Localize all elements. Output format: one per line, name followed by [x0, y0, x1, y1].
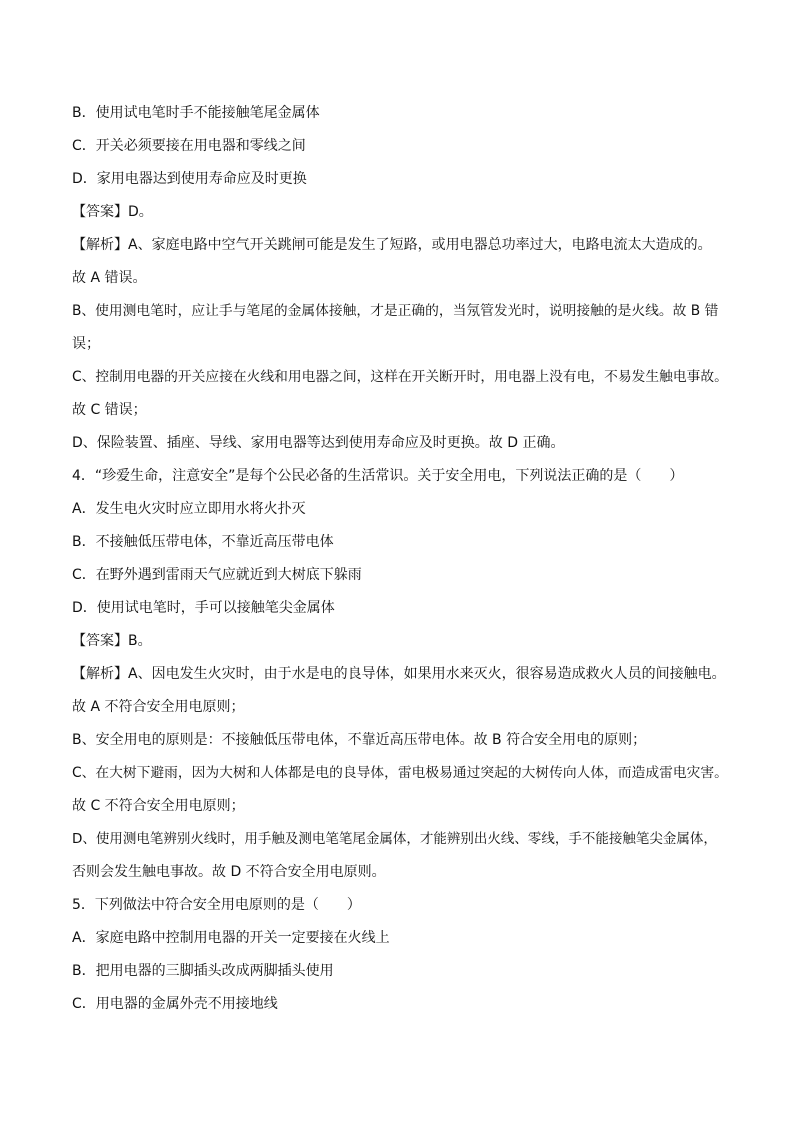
- q3-answer: 【答案】D。: [72, 204, 153, 220]
- q4-analysis-d-line2: 否则会发生触电事故。故 D 不符合安全用电原则。: [72, 864, 386, 880]
- q3-option-d: D．家用电器达到使用寿命应及时更换: [72, 171, 307, 187]
- q4-stem: 4．“珍爱生命，注意安全”是每个公民必备的生活常识。关于安全用电，下列说法正确的是（ ）: [72, 468, 684, 484]
- q3-option-b: B．使用试电笔时手不能接触笔尾金属体: [72, 105, 320, 121]
- q4-analysis-a-line2: 故 A 不符合安全用电原则；: [72, 699, 245, 715]
- q3-analysis-a-line1: 【解析】A、家庭电路中空气开关跳闸可能是发生了短路，或用电器总功率过大，电路电流太大造成的。: [72, 237, 712, 253]
- q4-option-c: C．在野外遇到雷雨天气应就近到大树底下躲雨: [72, 567, 362, 583]
- q5-option-c: C．用电器的金属外壳不用接地线: [72, 996, 278, 1012]
- q5-option-a: A．家庭电路中控制用电器的开关一定要接在火线上: [72, 930, 390, 946]
- q5-option-b: B．把用电器的三脚插头改成两脚插头使用: [72, 963, 334, 979]
- q4-analysis-a-line1: 【解析】A、因电发生火灾时，由于水是电的良导体，如果用水来灭火，很容易造成救火人员的间接触电。: [72, 666, 726, 682]
- q4-answer: 【答案】B。: [72, 633, 152, 649]
- q4-option-a: A．发生电火灾时应立即用水将火扑灭: [72, 501, 306, 517]
- q3-option-c: C．开关必须要接在用电器和零线之间: [72, 138, 306, 154]
- q3-analysis-b-line2: 误；: [72, 336, 100, 352]
- q3-analysis-a-line2: 故 A 错误。: [72, 270, 147, 286]
- q3-analysis-b-line1: B、使用测电笔时，应让手与笔尾的金属体接触，才是正确的，当氖管发光时，说明接触的是火线。故 B 错: [72, 303, 719, 319]
- q3-analysis-d: D、保险装置、插座、导线、家用电器等达到使用寿命应及时更换。故 D 正确。: [72, 435, 565, 451]
- q4-analysis-d-line1: D、使用测电笔辨别火线时，用手触及测电笔笔尾金属体，才能辨别出火线、零线，手不能接触笔尖金属体，: [72, 831, 717, 847]
- q4-analysis-c-line2: 故 C 不符合安全用电原则；: [72, 798, 245, 814]
- q3-analysis-c-line1: C、控制用电器的开关应接在火线和用电器之间，这样在开关断开时，用电器上没有电，不易发生触电事故。: [72, 369, 728, 385]
- q5-stem: 5．下列做法中符合安全用电原则的是（ ）: [72, 897, 361, 913]
- q3-analysis-c-line2: 故 C 错误；: [72, 402, 147, 418]
- q4-option-b: B．不接触低压带电体，不靠近高压带电体: [72, 534, 334, 550]
- q4-option-d: D．使用试电笔时，手可以接触笔尖金属体: [72, 600, 335, 616]
- q4-analysis-c-line1: C、在大树下避雨，因为大树和人体都是电的良导体，雷电极易通过突起的大树传向人体，而造成雷电灾害。: [72, 765, 728, 781]
- q4-analysis-b: B、安全用电的原则是：不接触低压带电体，不靠近高压带电体。故 B 符合安全用电的原则；: [72, 732, 647, 748]
